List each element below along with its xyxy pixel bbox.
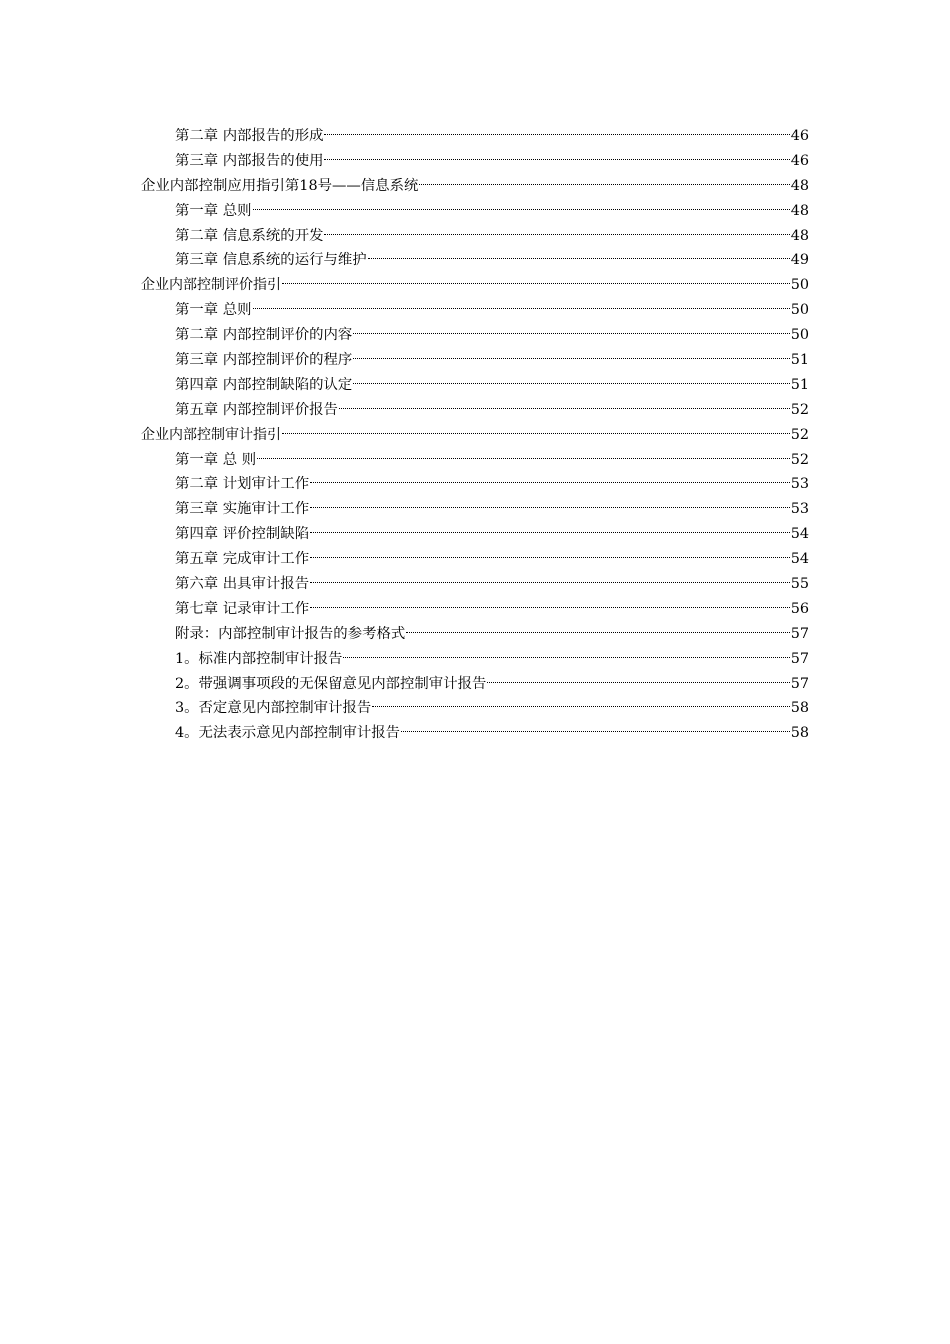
toc-entry-page-number: 52 — [790, 401, 809, 418]
toc-entry-title: 第二章 内部报告的形成 — [175, 128, 324, 144]
toc-dot-leader — [324, 159, 789, 160]
toc-entry-page-number: 52 — [790, 451, 809, 468]
toc-dot-leader — [310, 532, 790, 533]
toc-entry[interactable] — [141, 373, 809, 398]
toc-dot-leader — [353, 333, 789, 334]
toc-entry-title: 第一章 总则 — [175, 202, 252, 219]
toc-entry-title: 第四章 内部控制缺陷的认定 — [175, 376, 353, 393]
toc-entry-title: 1。标准内部控制审计报告 — [175, 650, 343, 667]
toc-entry-page-number: 58 — [790, 700, 809, 717]
toc-entry[interactable] — [141, 224, 809, 249]
toc-entry-title: 第三章 内部报告的使用 — [175, 152, 324, 169]
toc-entry[interactable] — [141, 298, 809, 323]
toc-dot-leader — [353, 358, 789, 359]
toc-entry-page-number: 50 — [790, 277, 809, 294]
toc-dot-leader — [257, 458, 790, 459]
toc-entry-title: 第一章 总则 — [175, 302, 252, 319]
toc-entry-page-number: 50 — [790, 302, 809, 319]
toc-entry-page-number: 54 — [790, 526, 809, 543]
toc-entry-page-number: 52 — [790, 426, 809, 443]
toc-entry-title: 第三章 实施审计工作 — [175, 501, 310, 518]
toc-dot-leader — [343, 657, 789, 658]
toc-dot-leader — [310, 607, 790, 608]
toc-dot-leader — [253, 308, 790, 309]
toc-entry[interactable] — [141, 647, 809, 672]
toc-entry-page-number: 48 — [790, 202, 809, 219]
toc-dot-leader — [310, 507, 790, 508]
toc-dot-leader — [253, 209, 790, 210]
toc-entry-title: 第七章 记录审计工作 — [175, 600, 310, 617]
toc-entry-title: 第三章 信息系统的运行与维护 — [175, 252, 367, 269]
toc-dot-leader — [282, 283, 790, 284]
toc-entry-title: 第二章 信息系统的开发 — [175, 227, 324, 244]
toc-entry[interactable] — [141, 273, 809, 298]
toc-entry[interactable] — [141, 547, 809, 572]
toc-entry[interactable] — [141, 199, 809, 224]
toc-entry-page-number: 53 — [790, 476, 809, 493]
toc-entry[interactable] — [141, 248, 809, 273]
toc-entry-title: 企业内部控制审计指引 — [141, 426, 281, 443]
toc-entry-page-number: 56 — [790, 600, 809, 617]
toc-entry[interactable] — [141, 174, 809, 199]
toc-entry-page-number: 54 — [790, 551, 809, 568]
toc-entry[interactable] — [141, 522, 809, 547]
toc-dot-leader — [324, 234, 789, 235]
toc-entry-page-number: 57 — [790, 675, 809, 692]
toc-dot-leader — [310, 557, 790, 558]
toc-dot-leader — [324, 134, 789, 135]
toc-entry[interactable] — [141, 124, 809, 149]
toc-entry[interactable] — [141, 398, 809, 423]
toc-dot-leader — [372, 706, 789, 707]
toc-dot-leader — [339, 408, 790, 409]
toc-entry[interactable] — [141, 597, 809, 622]
toc-entry[interactable] — [141, 423, 809, 448]
toc-entry[interactable] — [141, 448, 809, 473]
toc-entry[interactable] — [141, 721, 809, 746]
toc-entry-page-number: 50 — [790, 327, 809, 344]
toc-entry-title: 企业内部控制应用指引第18号——信息系统 — [141, 177, 419, 194]
toc-entry[interactable] — [141, 472, 809, 497]
toc-entry-page-number: 51 — [790, 352, 809, 369]
toc-entry-title: 第一章 总 则 — [175, 451, 257, 468]
toc-entry-page-number: 48 — [790, 227, 809, 244]
toc-entry-title: 第二章 内部控制评价的内容 — [175, 327, 353, 344]
toc-entry-page-number: 46 — [790, 152, 809, 169]
toc-entry[interactable] — [141, 672, 809, 697]
toc-entry-title: 第六章 出具审计报告 — [175, 576, 310, 593]
toc-entry-page-number: 53 — [790, 501, 809, 518]
toc-entry-title: 第五章 内部控制评价报告 — [175, 401, 338, 418]
toc-dot-leader — [406, 632, 789, 633]
toc-entry-page-number: 58 — [790, 725, 809, 742]
toc-dot-leader — [401, 731, 790, 732]
table-of-contents — [141, 124, 809, 746]
toc-entry-page-number: 48 — [790, 177, 809, 194]
toc-entry[interactable] — [141, 572, 809, 597]
toc-entry-title: 第二章 计划审计工作 — [175, 476, 310, 493]
toc-dot-leader — [353, 383, 789, 384]
toc-entry-title: 2。带强调事项段的无保留意见内部控制审计报告 — [175, 675, 487, 692]
toc-dot-leader — [282, 433, 790, 434]
toc-entry[interactable] — [141, 696, 809, 721]
toc-entry[interactable] — [141, 348, 809, 373]
toc-entry[interactable] — [141, 149, 809, 174]
toc-dot-leader — [310, 482, 790, 483]
toc-entry-page-number: 46 — [790, 128, 809, 144]
toc-entry[interactable] — [141, 497, 809, 522]
toc-entry[interactable] — [141, 323, 809, 348]
toc-dot-leader — [419, 184, 789, 185]
toc-entry-page-number: 55 — [790, 576, 809, 593]
toc-entry-page-number: 57 — [790, 625, 809, 642]
toc-entry-title: 第五章 完成审计工作 — [175, 551, 310, 568]
toc-entry-page-number: 57 — [790, 650, 809, 667]
toc-entry-title: 3。否定意见内部控制审计报告 — [175, 700, 372, 717]
toc-dot-leader — [310, 582, 790, 583]
toc-dot-leader — [487, 682, 789, 683]
toc-dot-leader — [368, 258, 790, 259]
toc-entry-title: 企业内部控制评价指引 — [141, 277, 281, 294]
toc-entry-title: 附录：内部控制审计报告的参考格式 — [175, 625, 406, 642]
toc-entry-page-number: 51 — [790, 376, 809, 393]
toc-entry-title: 4。无法表示意见内部控制审计报告 — [175, 725, 401, 742]
toc-entry-title: 第四章 评价控制缺陷 — [175, 526, 310, 543]
toc-entry-title: 第三章 内部控制评价的程序 — [175, 352, 353, 369]
toc-entry[interactable] — [141, 622, 809, 647]
toc-entry-page-number: 49 — [790, 252, 809, 269]
